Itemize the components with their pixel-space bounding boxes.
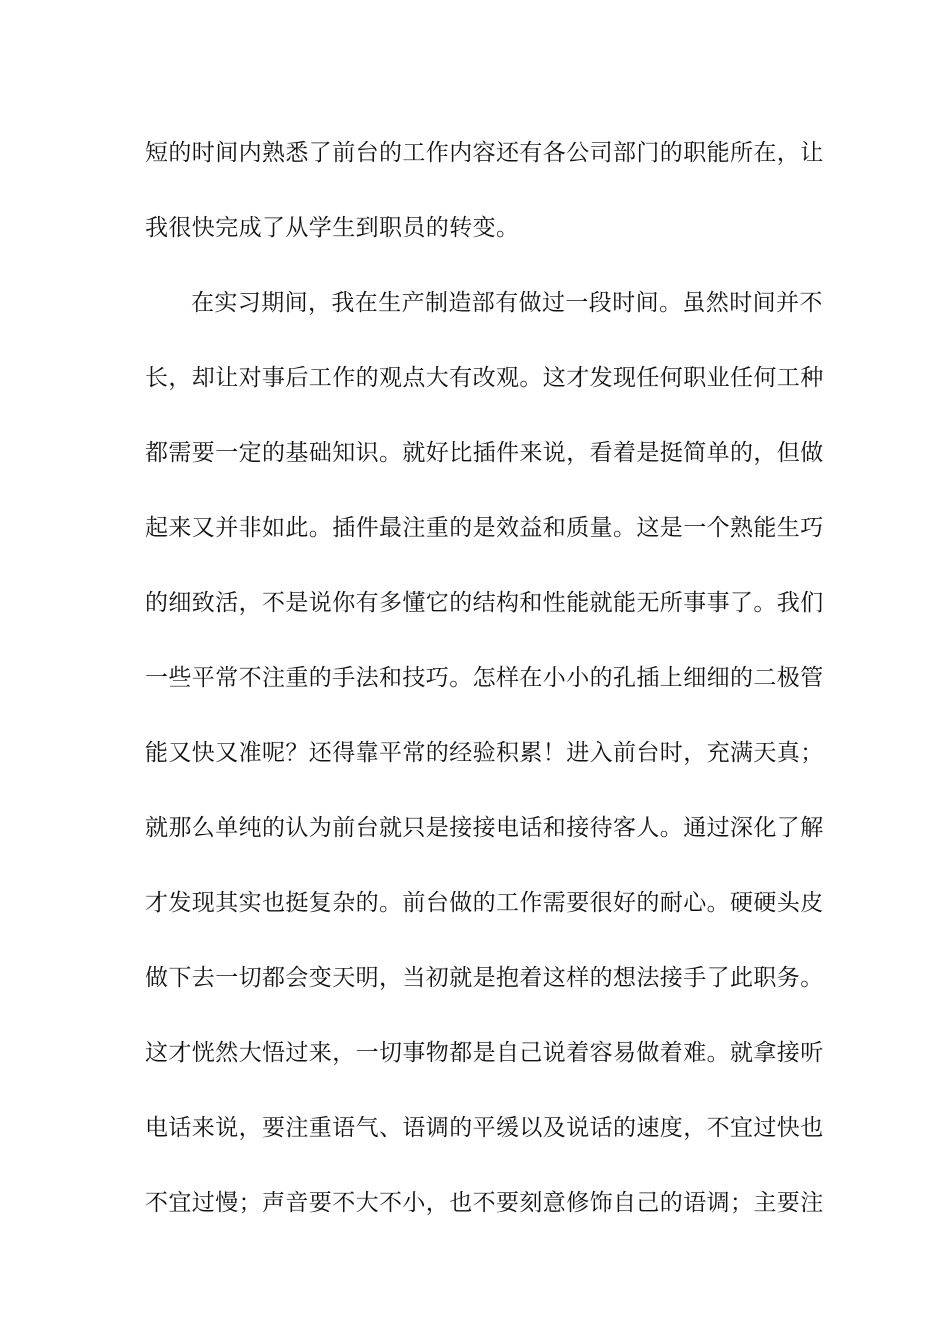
text-line-3-paragraph-start: 在实习期间，我在生产制造部有做过一段时间。虽然时间并不	[191, 290, 823, 316]
text-line-4: 长，却让对事后工作的观点大有改观。这才发现任何职业任何工种	[145, 365, 824, 391]
text-line-15: 不宜过慢；声音要不大不小，也不要刻意修饰自己的语调；主要注	[145, 1190, 824, 1216]
body-text	[145, 130, 824, 1255]
text-line-1: 短的时间内熟悉了前台的工作内容还有各公司部门的职能所在，让	[145, 140, 824, 166]
text-line-2: 我很快完成了从学生到职员的转变。	[145, 215, 520, 241]
text-line-14: 电话来说，要注重语气、语调的平缓以及说话的速度，不宜过快也	[145, 1115, 824, 1141]
text-line-9: 能又快又准呢？还得靠平常的经验积累！进入前台时，充满天真；	[145, 740, 824, 766]
text-line-12: 做下去一切都会变天明，当初就是抱着这样的想法接手了此职务。	[145, 965, 824, 991]
text-line-7: 的细致活，不是说你有多懂它的结构和性能就能无所事事了。我们	[145, 590, 824, 616]
text-line-13: 这才恍然大悟过来，一切事物都是自己说着容易做着难。就拿接听	[145, 1040, 824, 1066]
text-line-5: 都需要一定的基础知识。就好比插件来说，看着是挺简单的，但做	[145, 440, 824, 466]
text-line-11: 才发现其实也挺复杂的。前台做的工作需要很好的耐心。硬硬头皮	[145, 890, 824, 916]
text-line-10: 就那么单纯的认为前台就只是接接电话和接待客人。通过深化了解	[145, 815, 824, 841]
text-line-8: 一些平常不注重的手法和技巧。怎样在小小的孔插上细细的二极管	[145, 665, 824, 691]
text-line-6: 起来又并非如此。插件最注重的是效益和质量。这是一个熟能生巧	[145, 515, 824, 541]
